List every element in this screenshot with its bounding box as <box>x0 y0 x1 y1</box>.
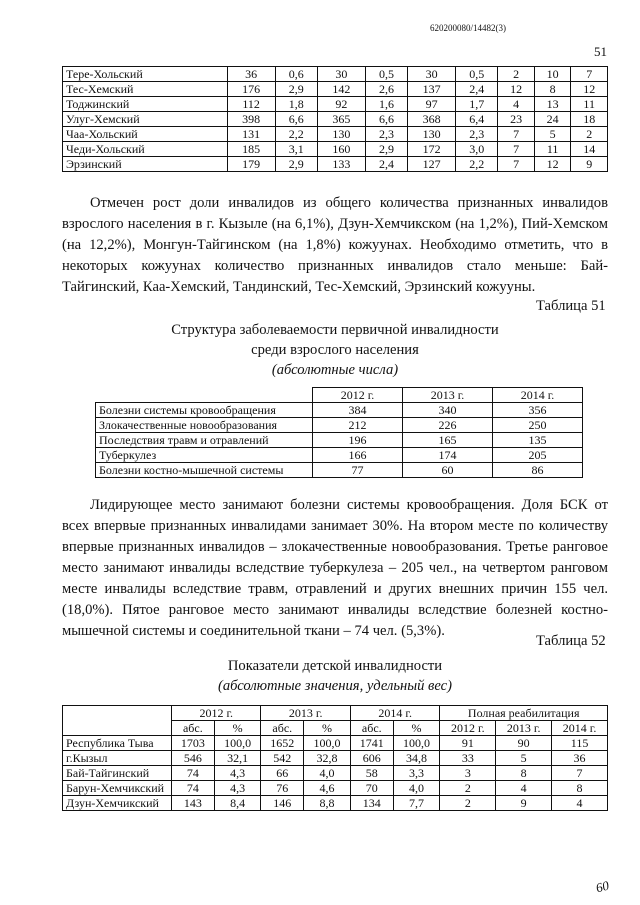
table52-caption <box>62 656 608 696</box>
table-cell: 196 <box>313 433 403 448</box>
table-cell: 3,0 <box>456 142 498 157</box>
table-cell: 2,6 <box>365 82 407 97</box>
table-row <box>63 796 608 811</box>
table-cell: 130 <box>408 127 456 142</box>
table-cell: 90 <box>496 736 552 751</box>
table-cell: 2,9 <box>365 142 407 157</box>
table-cell: 1703 <box>172 736 215 751</box>
table-cell: 92 <box>317 97 365 112</box>
row-label: Чаа-Хольский <box>63 127 228 142</box>
table-cell: 115 <box>552 736 608 751</box>
table-cell: 86 <box>493 463 583 478</box>
table-cell: 8 <box>496 766 552 781</box>
table-cell: 2,2 <box>275 127 317 142</box>
table-cell: 398 <box>227 112 275 127</box>
district-table <box>62 66 608 172</box>
table-cell: 112 <box>227 97 275 112</box>
table-cell: 7 <box>571 67 608 82</box>
row-label: Бай-Тайгинский <box>63 766 172 781</box>
table-cell: 4,3 <box>214 781 261 796</box>
table-cell: 6,6 <box>275 112 317 127</box>
table-cell: 131 <box>227 127 275 142</box>
table-cell: 33 <box>440 751 496 766</box>
table-cell: 8,4 <box>214 796 261 811</box>
table-row <box>63 142 608 157</box>
table-cell: 23 <box>498 112 534 127</box>
table-cell: 142 <box>317 82 365 97</box>
row-label: Тере-Хольский <box>63 67 228 82</box>
table-cell: 2 <box>498 67 534 82</box>
table52-year-header: 2013 г. <box>261 706 350 721</box>
table52-year-header: 2012 г. <box>172 706 261 721</box>
table-cell: 1,7 <box>456 97 498 112</box>
table-cell: 100,0 <box>214 736 261 751</box>
table-cell: 2,3 <box>365 127 407 142</box>
table-cell: 10 <box>534 67 570 82</box>
table-cell: 6,6 <box>365 112 407 127</box>
table-cell: 4 <box>496 781 552 796</box>
table-cell: 356 <box>493 403 583 418</box>
table-cell: 2 <box>571 127 608 142</box>
table-cell: 24 <box>534 112 570 127</box>
table51-header: 2014 г. <box>493 388 583 403</box>
table-row <box>96 418 583 433</box>
table-cell: 135 <box>493 433 583 448</box>
table-cell: 9 <box>496 796 552 811</box>
table-cell: 166 <box>313 448 403 463</box>
table52-year-header: 2014 г. <box>350 706 439 721</box>
row-label: Чеди-Хольский <box>63 142 228 157</box>
table-row <box>63 736 608 751</box>
table-cell: 12 <box>571 82 608 97</box>
table-row <box>96 433 583 448</box>
table51-caption <box>62 320 608 380</box>
table-cell: 212 <box>313 418 403 433</box>
table-cell: 91 <box>440 736 496 751</box>
table-cell: 60 <box>403 463 493 478</box>
table-cell: 2,2 <box>456 157 498 172</box>
table-cell: 4 <box>498 97 534 112</box>
table-cell: 226 <box>403 418 493 433</box>
table-row <box>63 112 608 127</box>
table-cell: 174 <box>403 448 493 463</box>
table-cell: 2,4 <box>365 157 407 172</box>
row-label: г.Кызыл <box>63 751 172 766</box>
table-cell: 11 <box>534 142 570 157</box>
table-cell: 7 <box>498 142 534 157</box>
table52-subheader: 2013 г. <box>496 721 552 736</box>
table-cell: 12 <box>498 82 534 97</box>
table-cell: 32,8 <box>304 751 351 766</box>
table-cell: 1741 <box>350 736 393 751</box>
table-cell: 143 <box>172 796 215 811</box>
table-cell: 542 <box>261 751 304 766</box>
table-cell: 3 <box>440 766 496 781</box>
table-cell: 77 <box>313 463 403 478</box>
table-row <box>63 127 608 142</box>
table-cell: 1,6 <box>365 97 407 112</box>
table52-subheader: абс. <box>350 721 393 736</box>
table-cell: 165 <box>403 433 493 448</box>
table52-subheader: 2014 г. <box>552 721 608 736</box>
table52-subtitle: (абсолютные значения, удельный вес) <box>217 678 453 694</box>
table-cell: 70 <box>350 781 393 796</box>
table-cell: 4,6 <box>304 781 351 796</box>
table52 <box>62 705 608 811</box>
table-cell: 3,1 <box>275 142 317 157</box>
table-cell: 74 <box>172 766 215 781</box>
table-cell: 7 <box>498 157 534 172</box>
table-row <box>63 751 608 766</box>
table-cell: 100,0 <box>304 736 351 751</box>
table-cell: 384 <box>313 403 403 418</box>
table-cell: 2 <box>440 796 496 811</box>
table-cell: 32,1 <box>214 751 261 766</box>
table-cell: 2 <box>440 781 496 796</box>
table51-title-line2: среди взрослого населения <box>251 342 419 358</box>
table-cell: 130 <box>317 127 365 142</box>
table-row <box>63 67 608 82</box>
table-cell: 97 <box>408 97 456 112</box>
table-cell: 8 <box>534 82 570 97</box>
table51-corner <box>96 388 313 403</box>
page-number: 51 <box>594 44 607 59</box>
table-cell: 0,6 <box>275 67 317 82</box>
table-cell: 36 <box>552 751 608 766</box>
table-cell: 3,3 <box>393 766 440 781</box>
row-label: Болезни костно-мышечной системы <box>96 463 313 478</box>
table-cell: 137 <box>408 82 456 97</box>
table-cell: 340 <box>403 403 493 418</box>
table-cell: 8 <box>552 781 608 796</box>
table-cell: 2,9 <box>275 82 317 97</box>
table-cell: 8,8 <box>304 796 351 811</box>
table52-subheader: 2012 г. <box>440 721 496 736</box>
table-cell: 1652 <box>261 736 304 751</box>
table52-subheader: % <box>214 721 261 736</box>
table-row <box>63 97 608 112</box>
row-label: Злокачественные новообразования <box>96 418 313 433</box>
table51-header: 2012 г. <box>313 388 403 403</box>
handwritten-mark: 60 <box>594 877 611 896</box>
table-row <box>96 463 583 478</box>
table52-subheader: % <box>393 721 440 736</box>
table-cell: 4,0 <box>393 781 440 796</box>
table-cell: 1,8 <box>275 97 317 112</box>
table-cell: 176 <box>227 82 275 97</box>
table52-label: Таблица 52 <box>536 633 606 649</box>
table-cell: 7,7 <box>393 796 440 811</box>
table52-rehab-header: Полная реабилитация <box>440 706 608 721</box>
table-row <box>63 157 608 172</box>
table-cell: 58 <box>350 766 393 781</box>
row-label: Барун-Хемчикский <box>63 781 172 796</box>
table52-corner <box>63 706 172 736</box>
table-cell: 185 <box>227 142 275 157</box>
table-cell: 205 <box>493 448 583 463</box>
table52-subheader: абс. <box>261 721 304 736</box>
table51-label: Таблица 51 <box>536 298 606 314</box>
paragraph-disability-share: Отмечен рост доли инвалидов из общего количества признанных инвалидов взрослого населения в г. Кызыле (на 6,1%), Дзун-Хемчикском (на 1,2%), Пий-Хемском (на 12,2%), Монгун-Тайгинском (на 1,8%) кожуунах. Необходимо отметить, что в некоторых кожуунах количество признанных инвалидов стало меньше: Бай-Тайгинский, Каа-Хемский, Тандинский, Тес-Хемский, Эрзинский кожууны. <box>62 195 608 295</box>
table-row <box>96 403 583 418</box>
table52-title: Показатели детской инвалидности <box>227 658 443 674</box>
table52-subheader: абс. <box>172 721 215 736</box>
table-row <box>63 781 608 796</box>
table51-header-row <box>96 388 583 403</box>
table-cell: 14 <box>571 142 608 157</box>
row-label: Улуг-Хемский <box>63 112 228 127</box>
table-cell: 6,4 <box>456 112 498 127</box>
row-label: Эрзинский <box>63 157 228 172</box>
table-cell: 2,9 <box>275 157 317 172</box>
table-cell: 5 <box>534 127 570 142</box>
table51-title-line1: Структура заболеваемости первичной инвалидности <box>171 322 499 338</box>
table-cell: 100,0 <box>393 736 440 751</box>
table-cell: 146 <box>261 796 304 811</box>
table-cell: 606 <box>350 751 393 766</box>
table-cell: 66 <box>261 766 304 781</box>
table-cell: 4,0 <box>304 766 351 781</box>
table-cell: 34,8 <box>393 751 440 766</box>
table-cell: 0,5 <box>365 67 407 82</box>
table-cell: 13 <box>534 97 570 112</box>
row-label: Последствия травм и отравлений <box>96 433 313 448</box>
row-label: Болезни системы кровообращения <box>96 403 313 418</box>
table-cell: 76 <box>261 781 304 796</box>
table-cell: 4 <box>552 796 608 811</box>
table-row <box>96 448 583 463</box>
table-cell: 160 <box>317 142 365 157</box>
table-cell: 250 <box>493 418 583 433</box>
table-cell: 179 <box>227 157 275 172</box>
table-cell: 365 <box>317 112 365 127</box>
table-cell: 2,3 <box>456 127 498 142</box>
row-label: Республика Тыва <box>63 736 172 751</box>
table51 <box>95 387 583 478</box>
table-cell: 30 <box>317 67 365 82</box>
table-cell: 2,4 <box>456 82 498 97</box>
table-cell: 30 <box>408 67 456 82</box>
table-cell: 11 <box>571 97 608 112</box>
table51-subtitle: (абсолютные числа) <box>271 362 399 378</box>
table-cell: 172 <box>408 142 456 157</box>
table-cell: 0,5 <box>456 67 498 82</box>
row-label: Тоджинский <box>63 97 228 112</box>
table-cell: 4,3 <box>214 766 261 781</box>
table-cell: 127 <box>408 157 456 172</box>
table-row <box>63 82 608 97</box>
table-cell: 546 <box>172 751 215 766</box>
table-cell: 12 <box>534 157 570 172</box>
table52-subheader: % <box>304 721 351 736</box>
table-cell: 36 <box>227 67 275 82</box>
table-cell: 5 <box>496 751 552 766</box>
table-cell: 133 <box>317 157 365 172</box>
row-label: Тес-Хемский <box>63 82 228 97</box>
document-code: 620200080/14482(3) <box>430 23 506 33</box>
table-cell: 74 <box>172 781 215 796</box>
table-cell: 134 <box>350 796 393 811</box>
table-cell: 7 <box>498 127 534 142</box>
table-cell: 9 <box>571 157 608 172</box>
paragraph-leading-causes: Лидирующее место занимают болезни системы кровообращения. Доля БСК от всех впервые признанных инвалидами занимает 30%. На втором месте по количеству впервые признанных инвалидов – злокачественные новообразования. Третье ранговое место занимают инвалиды вследствие туберкулеза – 205 чел., на четвертом ранговом месте инвалиды вследствие травм, отравлений и других внешних причин 155 чел. (18,0%). Пятое ранговое место занимают инвалиды вследствие болезней костно-мышечной системы и соединительной ткани – 74 чел. (5,3%). <box>62 497 608 639</box>
table52-header-row <box>63 706 608 721</box>
table-cell: 368 <box>408 112 456 127</box>
table51-header: 2013 г. <box>403 388 493 403</box>
row-label: Дзун-Хемчикский <box>63 796 172 811</box>
table-cell: 7 <box>552 766 608 781</box>
table-row <box>63 766 608 781</box>
row-label: Туберкулез <box>96 448 313 463</box>
table-cell: 18 <box>571 112 608 127</box>
